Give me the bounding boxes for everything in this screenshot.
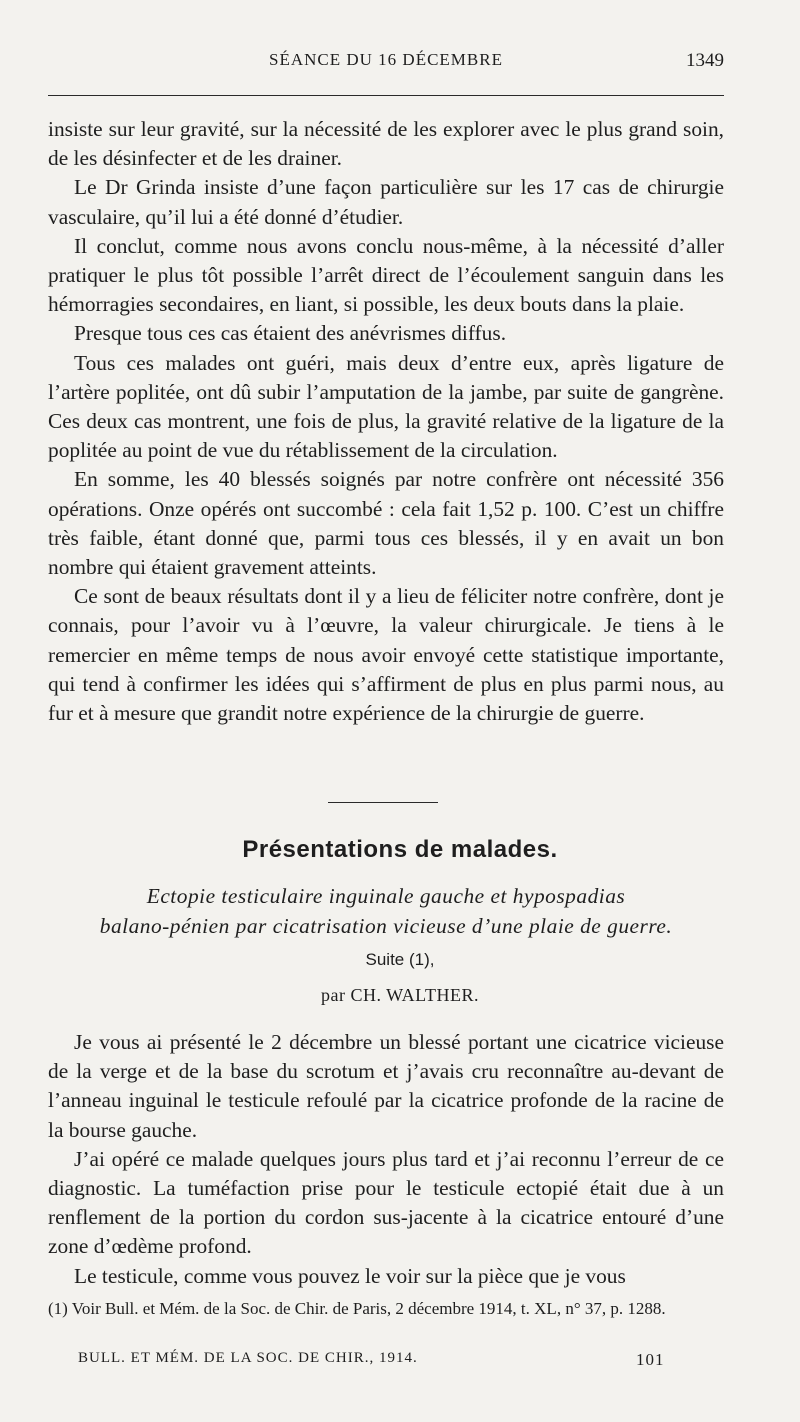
footer-journal: BULL. ET MÉM. DE LA SOC. DE CHIR., 1914. xyxy=(78,1350,418,1366)
paragraph: Presque tous ces cas étaient des anévrismes diffus. xyxy=(74,321,507,346)
paragraph: J’ai opéré ce malade quelques jours plus tard et j’ai reconnu l’erreur de ce diagnostic. La tuméfaction prise pour le testicule ectopié était due à un renflement de la portion du cordon sus-jacente à la cicatrice entouré d’une zone d’œdème profond. xyxy=(48,1146,724,1259)
page-number: 1349 xyxy=(686,50,724,71)
footnote xyxy=(48,1297,724,1321)
body-text-block-1 xyxy=(48,115,724,728)
author-byline: par CH. WALTHER. xyxy=(321,985,479,1005)
paragraph: Il conclut, comme nous avons conclu nous-même, à la nécessité d’aller pratiquer le plus tôt possible l’arrêt direct de l’écoulement sanguin dans les hémorragies secondaires, en liant, si possible, les deux bouts dans la plaie. xyxy=(48,233,724,317)
paragraph: Le Dr Grinda insiste d’une façon particulière sur les 17 cas de chirurgie vasculaire, qu’il lui a été donné d’étudier. xyxy=(48,175,724,229)
paragraph: Je vous ai présenté le 2 décembre un blessé portant une cicatrice vicieuse de la verge et de la base du scrotum et j’avais cru reconnaître au-devant de l’anneau inguinal le testicule refoulé par la cicatrice profonde de la racine de la bourse gauche. xyxy=(48,1030,724,1142)
running-title: SÉANCE DU 16 DÉCEMBRE xyxy=(269,50,503,69)
section-divider xyxy=(328,802,438,803)
footer-signature-mark: 101 xyxy=(636,1350,665,1369)
paragraph: Tous ces malades ont guéri, mais deux d’entre eux, après ligature de l’artère poplitée, ont dû subir l’amputation de la jambe, par suite de gangrène. Ces deux cas montrent, une fois de plus, la gravité relative de la ligature de la poplitée au point de vue du rétablissement de la circulation. xyxy=(48,350,724,463)
running-head xyxy=(48,50,724,80)
suite-note: Suite (1), xyxy=(365,950,435,969)
article-subtitle-line-1: Ectopie testiculaire inguinale gauche et hypospadias xyxy=(146,884,626,908)
paragraph: Le testicule, comme vous pouvez le voir sur la pièce que je vous xyxy=(74,1263,626,1288)
article-subtitle-line-2: balano-pénien par cicatrisation vicieuse d’une plaie de guerre. xyxy=(99,914,673,938)
header-rule xyxy=(48,95,724,96)
footnote-text: (1) Voir Bull. et Mém. de la Soc. de Chir. de Paris, 2 décembre 1914, t. XL, n° 37, p. 1288. xyxy=(48,1299,666,1318)
paragraph: insiste sur leur gravité, sur la nécessité de les explorer avec le plus grand soin, de les désinfecter et de les drainer. xyxy=(48,117,724,171)
paragraph: Ce sont de beaux résultats dont il y a lieu de féliciter notre confrère, dont je connais, pour l’avoir vu à l’œuvre, la valeur chirurgicale. Je tiens à le remercier en même temps de nous avoir envoyé cette statistique importante, qui tend à confirmer les idées qui s’affirment de plus en plus parmi nous, au fur et à mesure que grandit notre expérience de la chirurgie de guerre. xyxy=(48,584,724,726)
section-heading: Présentations de malades. xyxy=(242,836,558,863)
paragraph: En somme, les 40 blessés soignés par notre confrère ont nécessité 356 opérations. Onze opérés ont succombé : cela fait 1,52 p. 100. C’est un chiffre très faible, étant donné que, parmi tous ces blessés, il y en avait un bon nombre qui étaient gravement atteints. xyxy=(48,467,724,580)
page-footer xyxy=(48,1350,724,1374)
body-text-block-2 xyxy=(48,1028,724,1291)
